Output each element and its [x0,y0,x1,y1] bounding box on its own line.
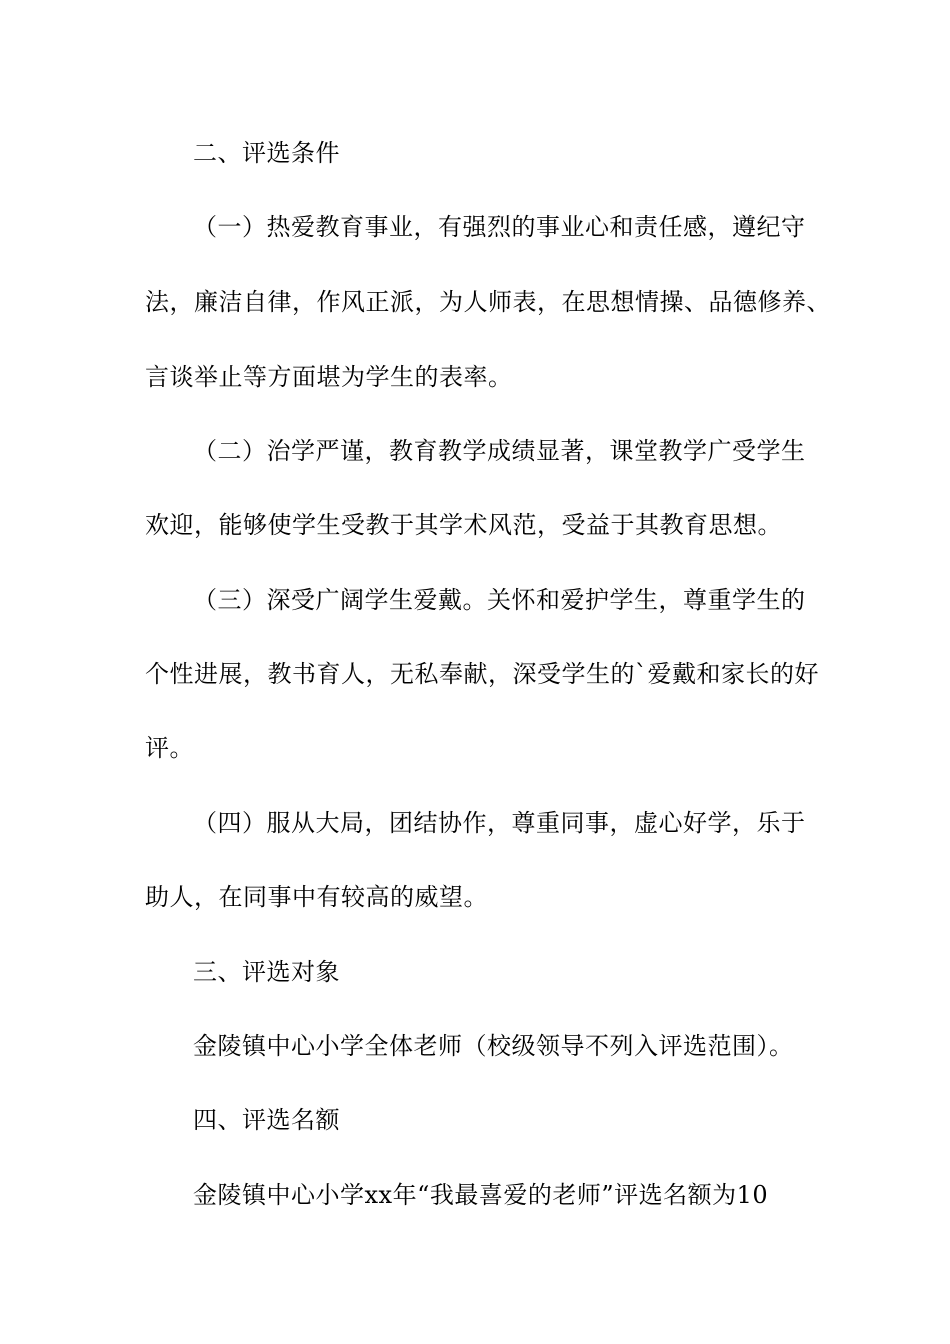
paragraph-criteria-2-line-2: 欢迎，能够使学生受教于其学术风范，受益于其教育思想。 [145,511,782,539]
paragraph-criteria-1-line-1: （一）热爱教育事业，有强烈的事业心和责任感，遵纪守 [193,213,806,241]
paragraph-selection-targets: 金陵镇中心小学全体老师（校级领导不列入评选范围）。 [193,1032,794,1060]
paragraph-criteria-1-line-3: 言谈举止等方面堪为学生的表率。 [145,363,513,391]
paragraph-criteria-3-line-3: 评。 [145,734,194,762]
paragraph-criteria-2-line-1: （二）治学严谨，教育教学成绩显著，课堂教学广受学生 [193,437,806,465]
paragraph-criteria-4-line-2: 助人，在同事中有较高的威望。 [145,883,488,911]
paragraph-criteria-3-line-1: （三）深受广阔学生爱戴。关怀和爱护学生，尊重学生的 [193,586,806,614]
paragraph-selection-quota: 金陵镇中心小学xx年“我最喜爱的老师”评选名额为10 [193,1181,769,1209]
heading-selection-criteria: 二、评选条件 [193,139,340,167]
heading-selection-targets: 三、评选对象 [193,958,340,986]
heading-selection-quota: 四、评选名额 [193,1106,340,1134]
paragraph-criteria-4-line-1: （四）服从大局，团结协作，尊重同事，虚心好学，乐于 [193,809,806,837]
paragraph-criteria-1-line-2: 法，廉洁自律，作风正派，为人师表，在思想情操、品德修养、 [145,288,831,316]
paragraph-criteria-3-line-2: 个性进展，教书育人，无私奉献，深受学生的`爱戴和家长的好 [145,660,819,688]
